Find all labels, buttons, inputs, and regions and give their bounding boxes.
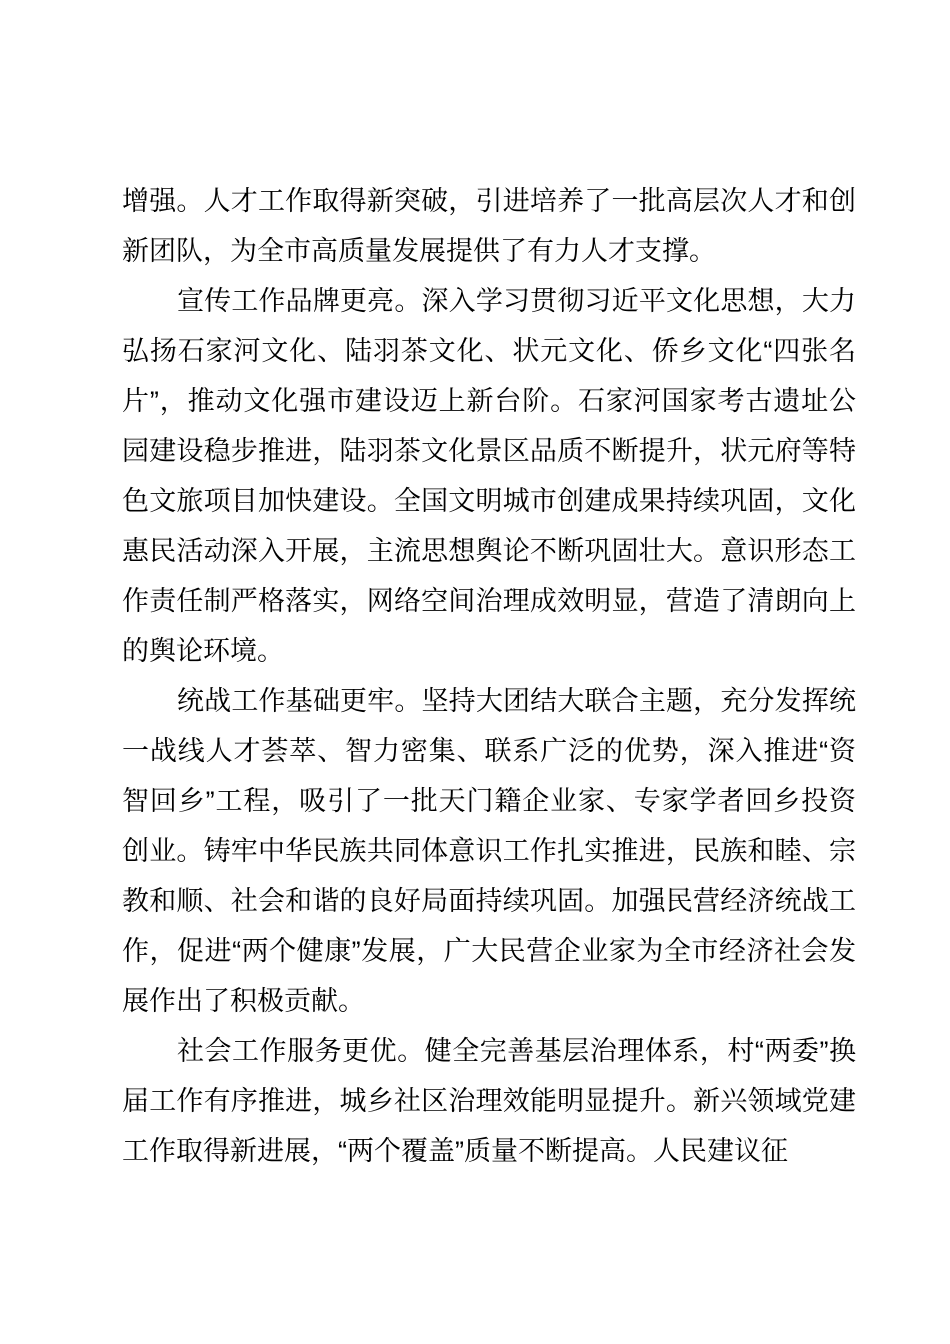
document-body bbox=[122, 176, 856, 1176]
paragraph: 社会工作服务更优。健全完善基层治理体系，村“两委”换届工作有序推进，城乡社区治理效能明显提升。新兴领域党建工作取得新进展，“两个覆盖”质量不断提高。人民建议征 bbox=[122, 1036, 856, 1166]
paragraph: 增强。人才工作取得新突破，引进培养了一批高层次人才和创新团队，为全市高质量发展提供了有力人才支撑。 bbox=[122, 186, 856, 266]
paragraph: 宣传工作品牌更亮。深入学习贯彻习近平文化思想，大力弘扬石家河文化、陆羽茶文化、状元文化、侨乡文化“四张名片”，推动文化强市建设迈上新台阶。石家河国家考古遗址公园建设稳步推进，陆羽茶文化景区品质不断提升，状元府等特色文旅项目加快建设。全国文明城市创建成果持续巩固，文化惠民活动深入开展，主流思想舆论不断巩固壮大。意识形态工作责任制严格落实，网络空间治理成效明显，营造了清朗向上的舆论环境。 bbox=[122, 286, 856, 666]
paragraph: 统战工作基础更牢。坚持大团结大联合主题，充分发挥统一战线人才荟萃、智力密集、联系广泛的优势，深入推进“资智回乡”工程，吸引了一批天门籍企业家、专家学者回乡投资创业。铸牢中华民族共同体意识工作扎实推进，民族和睦、宗教和顺、社会和谐的良好局面持续巩固。加强民营经济统战工作，促进“两个健康”发展，广大民营企业家为全市经济社会发展作出了积极贡献。 bbox=[122, 686, 856, 1016]
